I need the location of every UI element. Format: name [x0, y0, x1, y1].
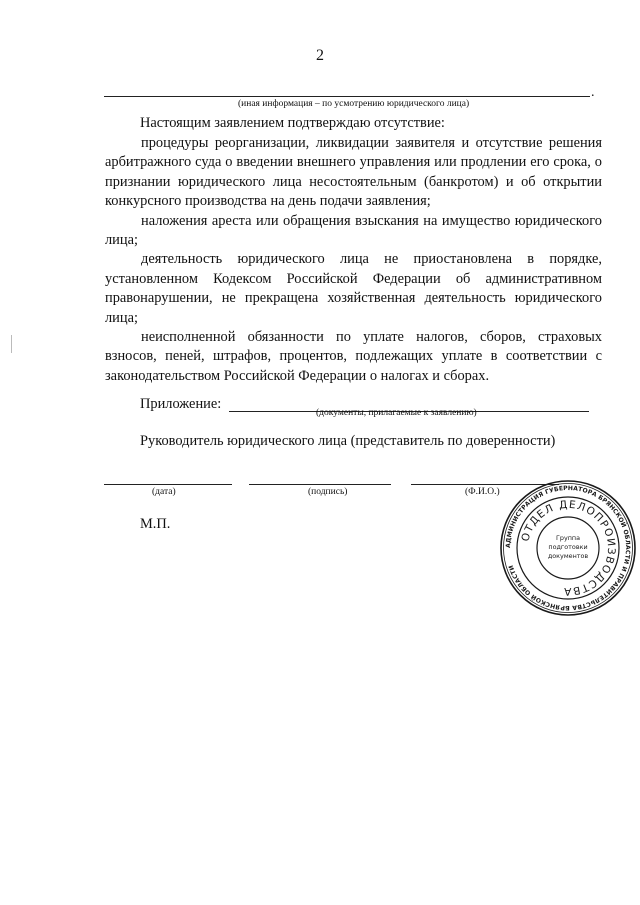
- stamp-inner-text: ОТДЕЛ ДЕЛОПРОИЗВОДСТВА: [519, 498, 618, 598]
- stamp-outer-text: АДМИНИСТРАЦИЯ ГУБЕРНАТОРА БРЯНСКОЙ ОБЛАСТИ И ПРАВИТЕЛЬСТВА БРЯНСКОЙ ОБЛАСТИ: [504, 484, 632, 612]
- margin-mark: [11, 335, 12, 353]
- signature-line: [249, 484, 391, 485]
- page-number: 2: [316, 47, 324, 64]
- list-item: деятельность юридического лица не приостановлена в порядке, установленном Кодексом Российской Федерации об административном правонарушении, не прекращена хозяйственная деятельность юридического лица;: [105, 251, 602, 326]
- stamp-center-line: документов: [547, 552, 589, 560]
- other-info-line-end: .: [591, 85, 595, 100]
- head-label: Руководитель юридического лица (представитель по доверенности): [140, 433, 556, 449]
- attachment-caption: (документы, прилагаемые к заявлению): [316, 408, 477, 418]
- date-line: [104, 484, 232, 485]
- intro-text: Настоящим заявлением подтверждаю отсутствие:: [140, 115, 445, 131]
- date-caption: (дата): [152, 487, 176, 497]
- other-info-caption: (иная информация – по усмотрению юридического лица): [238, 99, 470, 109]
- stamp-center-line: подготовки: [548, 543, 588, 551]
- seal-place-label: М.П.: [140, 516, 171, 532]
- full-name-caption: (Ф.И.О.): [465, 487, 500, 497]
- list-item: неисполненной обязанности по уплате налогов, сборов, страховых взносов, пеней, штрафов, процентов, подлежащих уплате в соответствии с законодательством Российской Федерации о налогах и сборах.: [105, 329, 602, 384]
- list-item: процедуры реорганизации, ликвидации заявителя и отсутствие решения арбитражного суда о введении внешнего управления или продлении его срока, о признании юридического лица несостоятельным (банкротом) и об открытии конкурсного производства на день подачи заявления;: [105, 135, 602, 210]
- attachment-label: Приложение:: [140, 396, 222, 412]
- confirmation-list: [105, 134, 602, 386]
- other-info-line: [104, 96, 590, 97]
- department-stamp: [498, 478, 638, 618]
- stamp-center-line: Группа: [555, 534, 581, 542]
- signature-caption: (подпись): [308, 487, 348, 497]
- list-item: наложения ареста или обращения взыскания на имущество юридического лица;: [105, 212, 602, 249]
